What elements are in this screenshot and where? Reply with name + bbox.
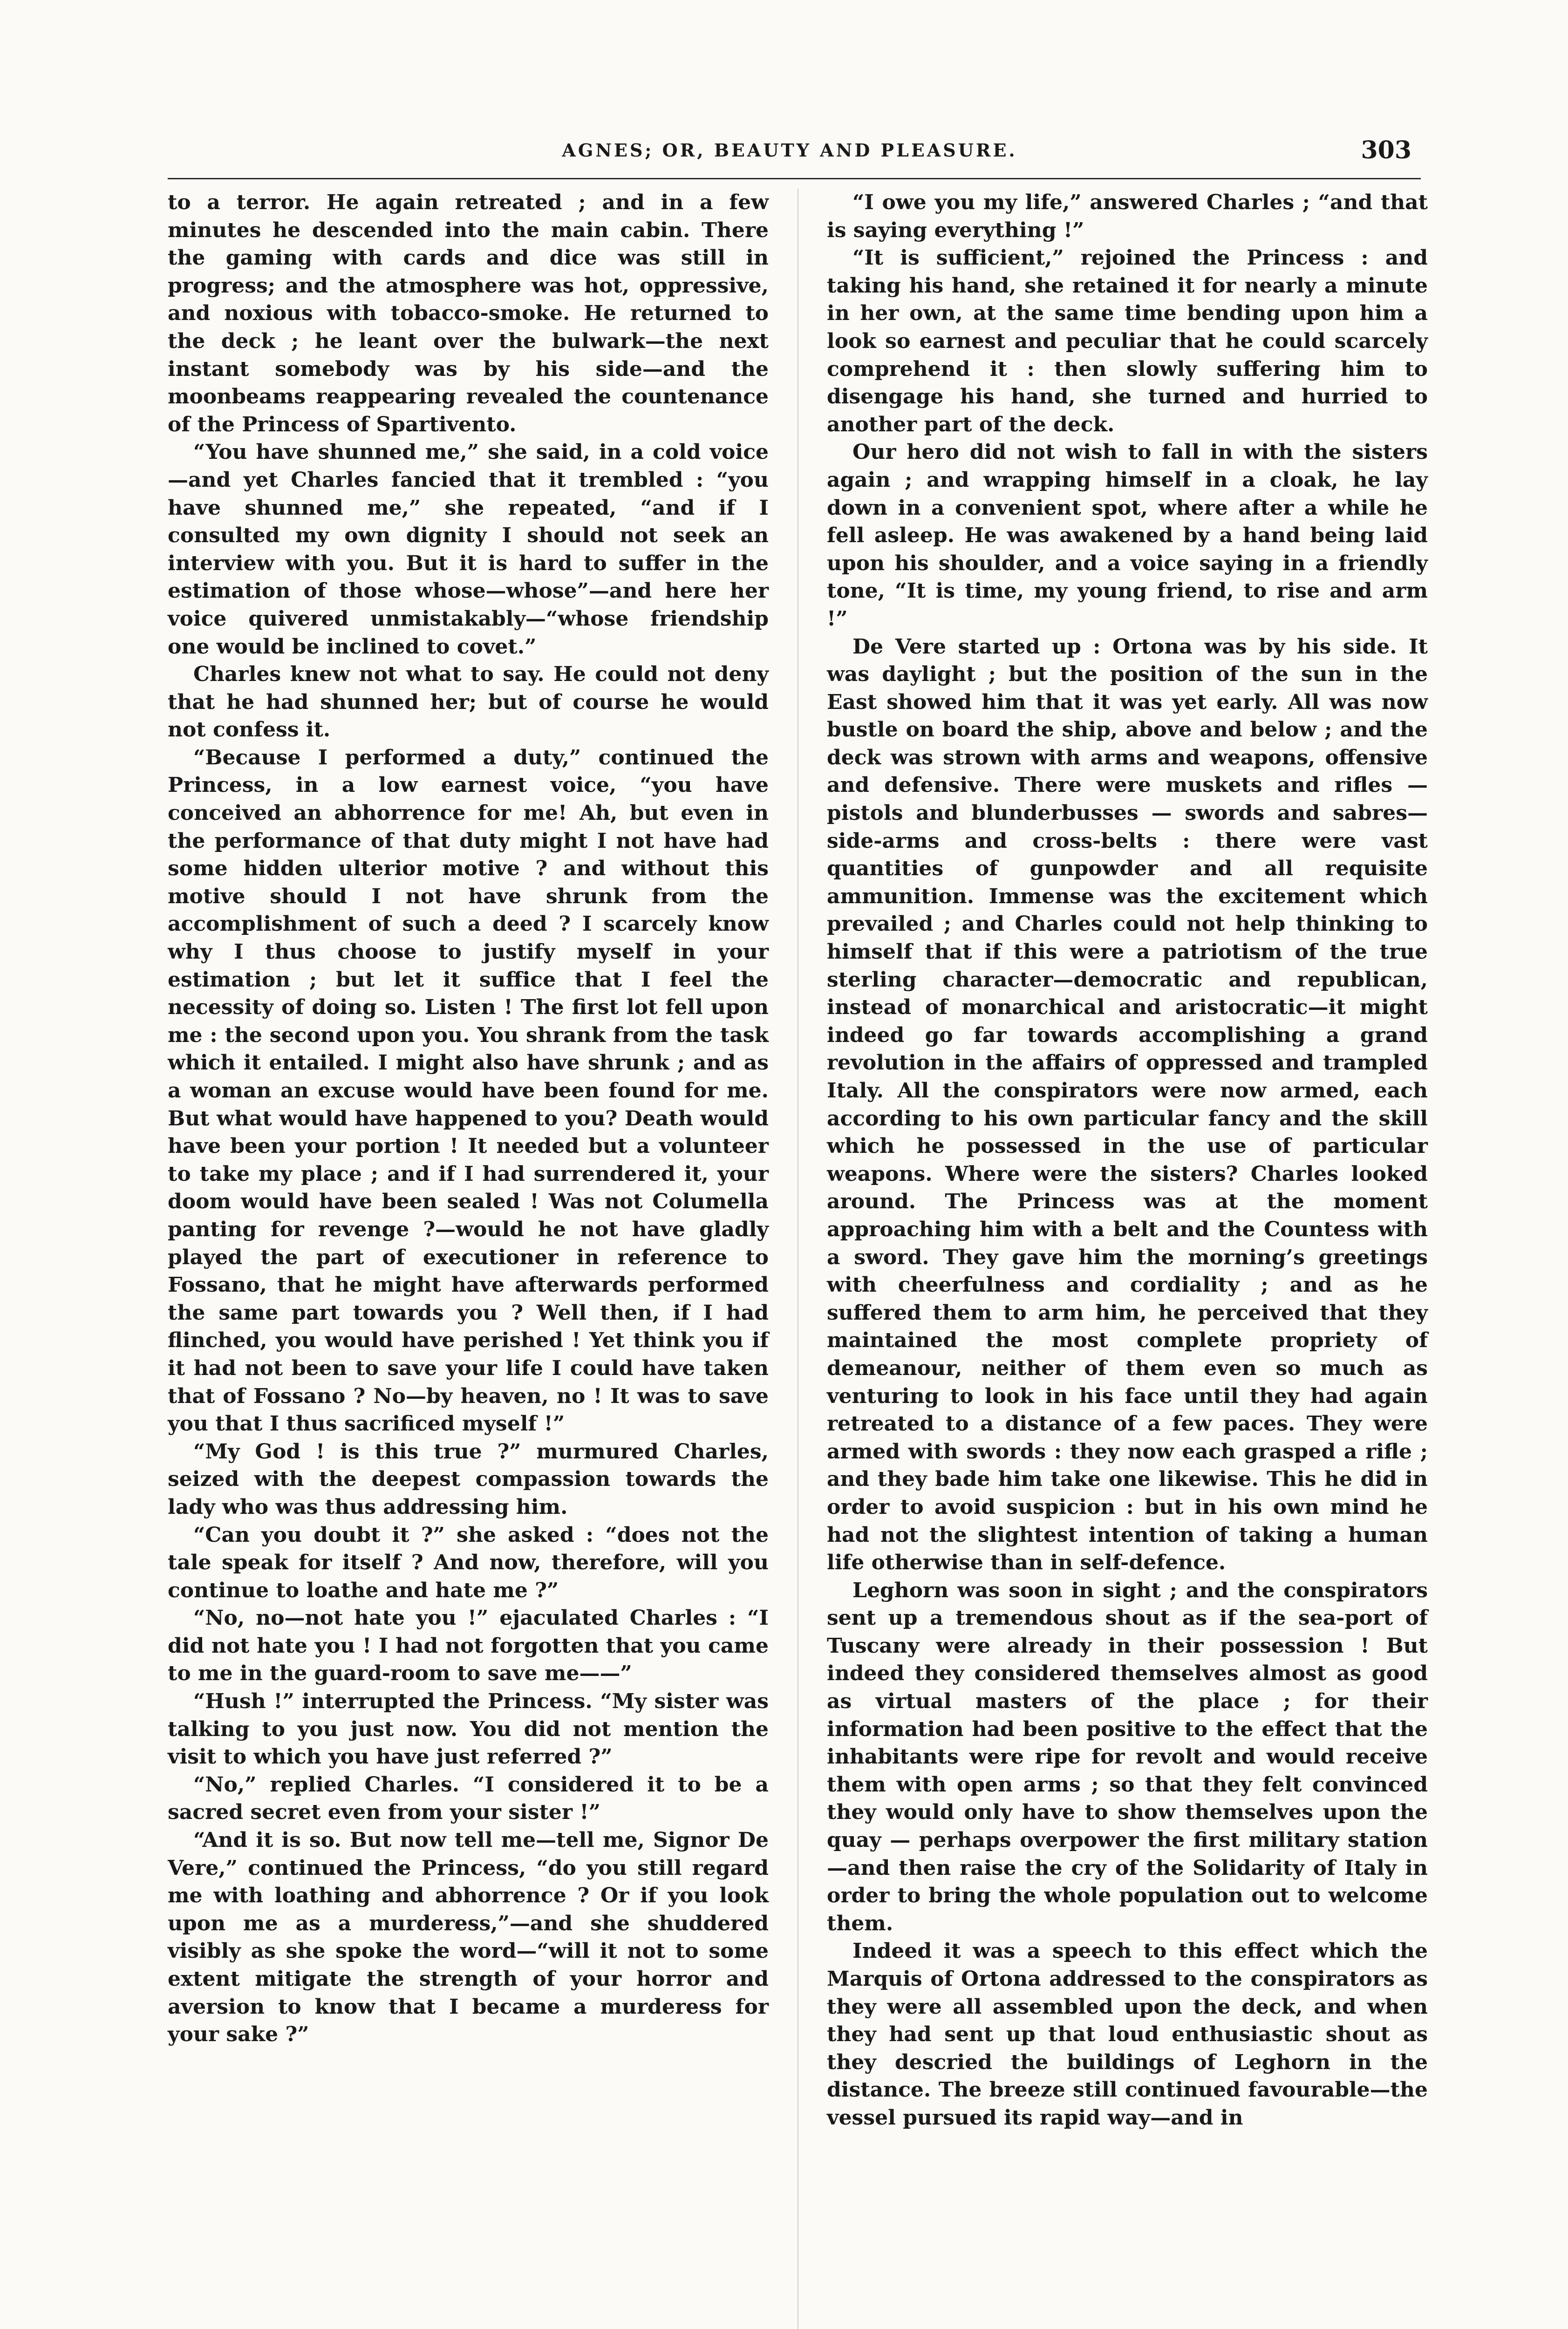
paragraph: “No, no—not hate you !” ejaculated Charles : “I did not hate you ! I had not forgotten that you came to me in the guard-room to save me——” <box>168 1606 769 1686</box>
paragraph: “I owe you my life,” answered Charles ; “and that is saying everything !” <box>827 191 1428 242</box>
paragraph: “You have shunned me,” she said, in a cold voice—and yet Charles fancied that it trembled : “you have shunned me,” she repeated, “and if I consulted my own dignity I should not seek an interview with you. But it is hard to suffer in the estimation of those whose—whose”—and here her voice quivered unmistakably—“whose friendship one would be inclined to covet.” <box>168 440 769 659</box>
paragraph: “Can you doubt it ?” she asked : “does not the tale speak for itself ? And now, therefore, will you continue to loathe and hate me ?” <box>168 1523 769 1602</box>
right-column <box>827 189 1428 2132</box>
paragraph: “It is sufficient,” rejoined the Princess : and taking his hand, she retained it for nearly a minute in her own, at the same time bending upon him a look so earnest and peculiar that he could scarcely comprehend it : then slowly suffering him to disengage his hand, she turned and hurried to another part of the deck. <box>827 246 1428 436</box>
page-number: 303 <box>1361 136 1411 164</box>
running-title: AGNES; OR, BEAUTY AND PLEASURE. <box>562 140 1017 161</box>
paragraph: to a terror. He again retreated ; and in a few minutes he descended into the main cabin. There the gaming with cards and dice was still in progress; and the atmosphere was hot, oppressive, and noxious with tobacco-smoke. He returned to the deck ; he leant over the bulwark—the next instant somebody was by his side—and the moonbeams reappearing revealed the countenance of the Princess of Spartivento. <box>168 191 769 436</box>
paragraph: “And it is so. But now tell me—tell me, Signor De Vere,” continued the Princess, “do you still regard me with loathing and abhorrence ? Or if you look upon me as a murderess,”—and she shuddered visibly as she spoke the word—“will it not to some extent mitigate the strength of your horror and aversion to know that I became a murderess for your sake ?” <box>168 1828 769 2047</box>
paragraph: De Vere started up : Ortona was by his side. It was daylight ; but the position of the sun in the East showed him that it was yet early. All was now bustle on board the ship, above and below ; and the deck was strown with arms and weapons, offensive and defensive. There were muskets and rifles — pistols and blunderbusses — swords and sabres—side-arms and cross-belts : there were vast quantities of gunpowder and all requisite ammunition. Immense was the excitement which prevailed ; and Charles could not help thinking to himself that if this were a patriotism of the true sterling character—democratic and republican, instead of monarchical and aristocratic—it might indeed go far towards accomplishing a grand revolution in the affairs of oppressed and trampled Italy. All the conspirators were now armed, each according to his own particular fancy and the skill which he possessed in the use of particular weapons. Where were the sisters? Charles looked around. The Princess was at the moment approaching him with a belt and the Countess with a sword. They gave him the morning’s greetings with cheerfulness and cordiality ; and as he suffered them to arm him, he perceived that they maintained the most complete propriety of demeanour, neither of them even so much as venturing to look in his face until they had again retreated to a distance of a few paces. They were armed with swords : they now each grasped a rifle ; and they bade him take one likewise. This he did in order to avoid suspicion : but in his own mind he had not the slightest intention of taking a human life otherwise than in self-defence. <box>827 634 1428 1575</box>
paragraph: “My God ! is this true ?” murmured Charles, seized with the deepest compassion towards the lady who was thus addressing him. <box>168 1439 769 1519</box>
running-head <box>168 136 1411 172</box>
left-column <box>168 189 769 2049</box>
paragraph: Indeed it was a speech to this effect which the Marquis of Ortona addressed to the conspirators as they were all assembled upon the deck, and when they had sent up that loud enthusiastic shout as they descried the buildings of Leghorn in the distance. The breeze still continued favourable—the vessel pursued its rapid way—and in <box>827 1939 1428 2130</box>
paragraph: “No,” replied Charles. “I considered it to be a sacred secret even from your sister !” <box>168 1772 769 1825</box>
paragraph: Leghorn was soon in sight ; and the conspirators sent up a tremendous shout as if the sea-port of Tuscany were already in their possession ! But indeed they considered themselves almost as good as virtual masters of the place ; for their information had been positive to the effect that the inhabitants were ripe for revolt and would receive them with open arms ; so that they felt convinced they would only have to show themselves upon the quay — perhaps overpower the first military station—and then raise the cry of the Solidarity of Italy in order to bring the whole population out to welcome them. <box>827 1578 1428 1935</box>
paragraph: Charles knew not what to say. He could not deny that he had shunned her; but of course he would not confess it. <box>168 662 769 742</box>
header-rule <box>168 178 1421 179</box>
paragraph: Our hero did not wish to fall in with the sisters again ; and wrapping himself in a cloak, he lay down in a convenient spot, where after a while he fell asleep. He was awakened by a hand being laid upon his shoulder, and a voice saying in a friendly tone, “It is time, my young friend, to rise and arm !” <box>827 440 1428 631</box>
paragraph: “Hush !” interrupted the Princess. “My sister was talking to you just now. You did not mention the visit to which you have just referred ?” <box>168 1689 769 1769</box>
paragraph: “Because I performed a duty,” continued the Princess, in a low earnest voice, “you have conceived an abhorrence for me! Ah, but even in the performance of that duty might I not have had some hidden ulterior motive ? and without this motive should I not have shrunk from the accomplishment of such a deed ? I scarcely know why I thus choose to justify myself in your estimation ; but let it suffice that I feel the necessity of doing so. Listen ! The first lot fell upon me : the second upon you. You shrank from the task which it entailed. I might also have shrunk ; and as a woman an excuse would have been found for me. But what would have happened to you? Death would have been your portion ! It needed but a volunteer to take my place ; and if I had surrendered it, your doom would have been sealed ! Was not Columella panting for revenge ?—would he not have gladly played the part of executioner in reference to Fossano, that he might have afterwards performed the same part towards you ? Well then, if I had flinched, you would have perished ! Yet think you if it had not been to save your life I could have taken that of Fossano ? No—by heaven, no ! It was to save you that I thus sacrificed myself !” <box>168 745 769 1436</box>
